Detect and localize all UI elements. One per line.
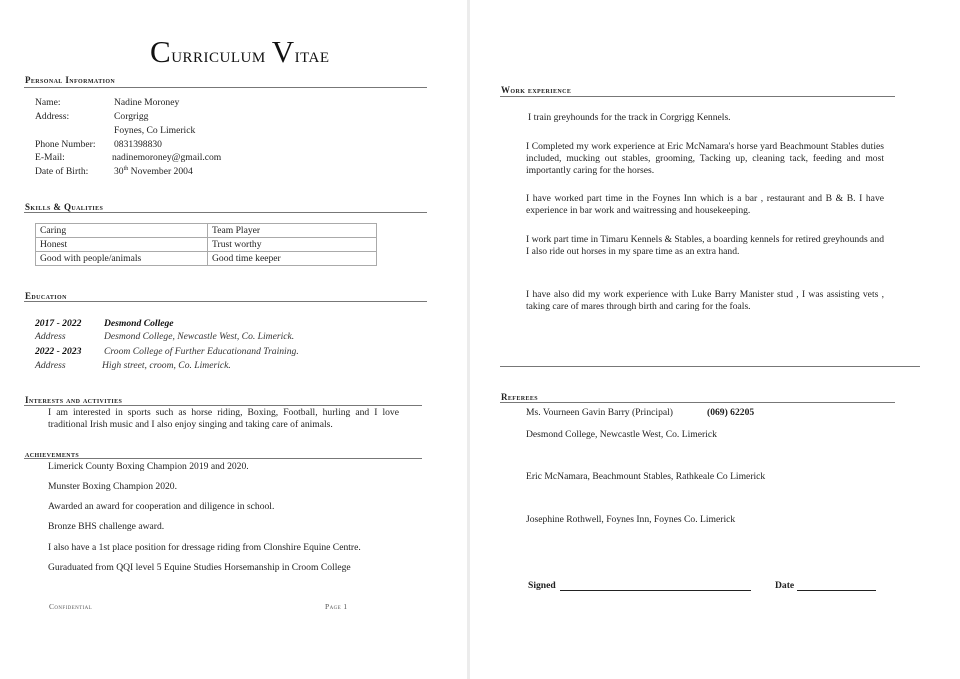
address-line2: Foynes, Co Limerick bbox=[114, 125, 196, 136]
referee-name: Josephine Rothwell, Foynes Inn, Foynes Co. Limerick bbox=[526, 514, 736, 525]
section-divider bbox=[500, 96, 895, 97]
address-label: Address: bbox=[35, 111, 70, 122]
education-heading: Education bbox=[25, 291, 67, 301]
table-row bbox=[36, 224, 377, 238]
work-item: I Completed my work experience at Eric McNamara's horse yard Beachmount Stables duties included, mucking out stables, grooming, Tacking up, cleaning tack, feeding and most importantly caring for the horses. bbox=[526, 141, 884, 176]
achievement-item: I also have a 1st place position for dressage riding from Clonshire Equine Centre. bbox=[48, 542, 361, 553]
page-left bbox=[0, 0, 467, 679]
referee-phone: (069) 62205 bbox=[707, 407, 755, 418]
email-label: E-Mail: bbox=[35, 152, 65, 163]
section-divider bbox=[24, 301, 427, 302]
achievement-item: Munster Boxing Champion 2020. bbox=[48, 481, 177, 492]
skill-cell: Team Player bbox=[208, 224, 377, 238]
section-divider bbox=[500, 366, 920, 367]
email-value: nadinemoroney@gmail.com bbox=[112, 152, 222, 163]
edu-years: 2022 - 2023 bbox=[35, 346, 82, 357]
table-row bbox=[36, 252, 377, 266]
signed-label: Signed bbox=[528, 580, 556, 591]
referee-address: Desmond College, Newcastle West, Co. Limerick bbox=[526, 429, 717, 440]
achievement-item: Awarded an award for cooperation and diligence in school. bbox=[48, 501, 275, 512]
signature-line[interactable] bbox=[560, 590, 751, 591]
phone-value: 0831398830 bbox=[114, 139, 162, 150]
referees-heading: Referees bbox=[501, 392, 539, 402]
skill-cell: Caring bbox=[36, 224, 208, 238]
achievement-item: Limerick County Boxing Champion 2019 and 2020. bbox=[48, 461, 249, 472]
achievement-item: Guraduated from QQI level 5 Equine Studies Horsemanship in Croom College bbox=[48, 562, 351, 573]
edu-school: Desmond College bbox=[104, 318, 174, 329]
dob-label: Date of Birth: bbox=[35, 166, 89, 177]
referee-name: Eric McNamara, Beachmount Stables, Rathkeale Co Limerick bbox=[526, 471, 766, 482]
edu-address-label: Address bbox=[35, 360, 66, 371]
referee-name: Ms. Vourneen Gavin Barry (Principal) bbox=[526, 407, 673, 418]
interests-heading: Interests and activities bbox=[25, 395, 123, 405]
section-divider bbox=[24, 212, 427, 213]
footer-confidential: Confidential bbox=[49, 602, 93, 611]
skills-table bbox=[35, 223, 377, 266]
date-label: Date bbox=[775, 580, 795, 591]
table-row bbox=[36, 238, 377, 252]
edu-address-label: Address bbox=[35, 331, 66, 342]
page-title: Curriculum Vitae bbox=[150, 34, 330, 69]
skill-cell: Trust worthy bbox=[208, 238, 377, 252]
phone-label: Phone Number: bbox=[35, 139, 96, 150]
achievements-heading: achievements bbox=[25, 449, 80, 459]
interests-text: I am interested in sports such as horse riding, Boxing, Football, hurling and I love traditional Irish music and I also enjoy singing and taking care of animals. bbox=[48, 407, 399, 430]
name-label: Name: bbox=[35, 97, 61, 108]
work-item: I have also did my work experience with Luke Barry Manister stud , I was assisting vets , taking care of mares through birth and caring for the foals. bbox=[526, 289, 884, 312]
skill-cell: Good time keeper bbox=[208, 252, 377, 266]
skills-heading: Skills & Qualities bbox=[25, 202, 104, 212]
section-divider bbox=[500, 402, 895, 403]
section-divider bbox=[24, 405, 422, 406]
work-item: I work part time in Timaru Kennels & Stables, a boarding kennels for retired greyhounds and I also ride out horses in my spare time as an extra hand. bbox=[526, 234, 884, 257]
section-divider bbox=[24, 87, 427, 88]
section-divider bbox=[24, 458, 422, 459]
work-item: I train greyhounds for the track in Corgrigg Kennels. bbox=[528, 112, 731, 123]
edu-years: 2017 - 2022 bbox=[35, 318, 82, 329]
footer-page-number: Page 1 bbox=[325, 602, 348, 611]
name-value: Nadine Moroney bbox=[114, 97, 180, 108]
address-line1: Corgrigg bbox=[114, 111, 149, 122]
date-line[interactable] bbox=[797, 590, 876, 591]
skill-cell: Good with people/animals bbox=[36, 252, 208, 266]
page-right bbox=[470, 0, 960, 679]
skill-cell: Honest bbox=[36, 238, 208, 252]
edu-address: High street, croom, Co. Limerick. bbox=[102, 360, 231, 371]
edu-school: Croom College of Further Educationand Training. bbox=[104, 346, 299, 357]
achievement-item: Bronze BHS challenge award. bbox=[48, 521, 165, 532]
work-heading: Work experience bbox=[501, 85, 572, 95]
personal-info-heading: Personal Information bbox=[25, 75, 116, 85]
work-item: I have worked part time in the Foynes Inn which is a bar , restaurant and B & B. I have experience in bar work and waitressing and housekeeping. bbox=[526, 193, 884, 216]
edu-address: Desmond College, Newcastle West, Co. Limerick. bbox=[104, 331, 295, 342]
dob-value: 30th November 2004 bbox=[114, 166, 193, 178]
